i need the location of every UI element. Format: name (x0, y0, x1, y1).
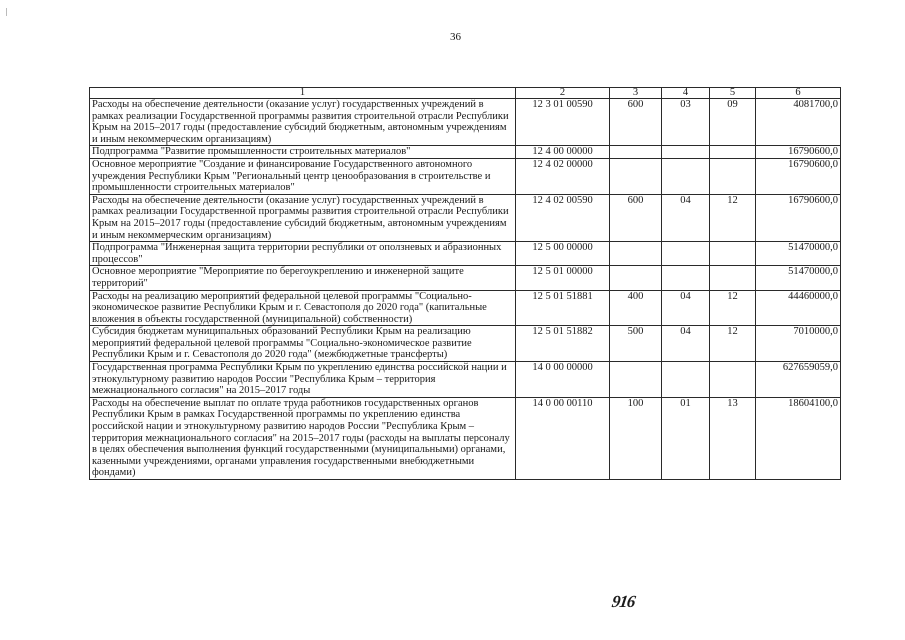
row-section (662, 242, 710, 266)
row-code: 14 0 00 00110 (516, 397, 610, 479)
header-col-4: 4 (662, 88, 710, 99)
row-sum: 44460000,0 (756, 290, 841, 326)
row-name: Расходы на реализацию мероприятий федеральной целевой программы "Социально-экономическое развитие Республики Крым и г. Севастополя до 2020 года" (капитальные вложения в объекты государственной (муниципальной) собственности) (90, 290, 516, 326)
table-row (90, 146, 841, 159)
row-expense-type: 600 (610, 194, 662, 241)
row-subsection (710, 242, 756, 266)
table-row (90, 99, 841, 146)
table-row (90, 326, 841, 362)
row-expense-type (610, 158, 662, 194)
header-col-1: 1 (90, 88, 516, 99)
table-row (90, 362, 841, 398)
row-name: Основное мероприятие "Мероприятие по берегоукреплению и инженерной защите территорий" (90, 266, 516, 290)
row-subsection: 09 (710, 99, 756, 146)
row-subsection: 12 (710, 326, 756, 362)
row-subsection (710, 362, 756, 398)
row-code: 12 3 01 00590 (516, 99, 610, 146)
budget-table (89, 87, 841, 480)
row-subsection (710, 266, 756, 290)
row-expense-type (610, 242, 662, 266)
row-section: 04 (662, 290, 710, 326)
row-subsection: 12 (710, 290, 756, 326)
header-row (90, 88, 841, 99)
header-col-6: 6 (756, 88, 841, 99)
row-expense-type: 600 (610, 99, 662, 146)
row-code: 14 0 00 00000 (516, 362, 610, 398)
row-name: Государственная программа Республики Крым по укреплению единства российской нации и этнокультурному развитию народов России "Республика Крым – территория межнационального согласия" на 2015–2017 годы (90, 362, 516, 398)
table-row (90, 266, 841, 290)
row-expense-type: 400 (610, 290, 662, 326)
row-code: 12 5 01 51882 (516, 326, 610, 362)
row-sum: 16790600,0 (756, 194, 841, 241)
header-col-5: 5 (710, 88, 756, 99)
row-expense-type: 100 (610, 397, 662, 479)
row-subsection (710, 146, 756, 159)
row-sum: 4081700,0 (756, 99, 841, 146)
header-col-3: 3 (610, 88, 662, 99)
row-subsection: 12 (710, 194, 756, 241)
row-section: 04 (662, 194, 710, 241)
row-expense-type (610, 362, 662, 398)
table-row (90, 290, 841, 326)
row-sum: 16790600,0 (756, 146, 841, 159)
row-sum: 16790600,0 (756, 158, 841, 194)
row-subsection: 13 (710, 397, 756, 479)
table-row (90, 194, 841, 241)
row-section (662, 266, 710, 290)
row-name: Расходы на обеспечение выплат по оплате труда работников государственных органов Республики Крым в рамках Государственной программы по укреплению единства российской нации и этнокультурному развитию народов России "Республика Крым – территория межнационального согласия" на 2015–2017 годы (расходы на выплаты персоналу в целях обеспечения выполнения функций государственными (муниципальными) органами, казенными учреждениями, органами управления государственными внебюджетными фондами) (90, 397, 516, 479)
row-sum: 51470000,0 (756, 266, 841, 290)
row-sum: 627659059,0 (756, 362, 841, 398)
row-section (662, 362, 710, 398)
row-sum: 18604100,0 (756, 397, 841, 479)
row-code: 12 4 00 00000 (516, 146, 610, 159)
table-row (90, 397, 841, 479)
row-name: Подпрограмма "Инженерная защита территории республики от оползневых и абразионных процессов" (90, 242, 516, 266)
scan-edge-mark (6, 8, 7, 16)
table-row (90, 242, 841, 266)
row-expense-type (610, 266, 662, 290)
row-name: Субсидия бюджетам муниципальных образований Республики Крым на реализацию мероприятий федеральной целевой программы "Социально-экономическое развитие Республики Крым и г. Севастополя до 2020 года" (межбюджетные трансферты) (90, 326, 516, 362)
row-subsection (710, 158, 756, 194)
page-number: 36 (450, 31, 461, 43)
row-name: Расходы на обеспечение деятельности (оказание услуг) государственных учреждений в рамках реализации Государственной программы развития строительной отрасли Республики Крым на 2015–2017 годы (предоставление субсидий бюджетным, автономным учреждениям и иным некоммерческим организациям) (90, 99, 516, 146)
row-section: 03 (662, 99, 710, 146)
row-sum: 51470000,0 (756, 242, 841, 266)
row-name: Основное мероприятие "Создание и финансирование Государственного автономного учреждения Республики Крым "Региональный центр ценообразования в строительстве и промышленности строительных материалов" (90, 158, 516, 194)
table-row (90, 158, 841, 194)
row-expense-type (610, 146, 662, 159)
row-section (662, 146, 710, 159)
row-code: 12 5 01 51881 (516, 290, 610, 326)
row-code: 12 4 02 00000 (516, 158, 610, 194)
row-section: 01 (662, 397, 710, 479)
row-sum: 7010000,0 (756, 326, 841, 362)
row-section: 04 (662, 326, 710, 362)
row-code: 12 5 00 00000 (516, 242, 610, 266)
row-code: 12 5 01 00000 (516, 266, 610, 290)
row-section (662, 158, 710, 194)
header-col-2: 2 (516, 88, 610, 99)
row-code: 12 4 02 00590 (516, 194, 610, 241)
row-name: Расходы на обеспечение деятельности (оказание услуг) государственных учреждений в рамках реализации Государственной программы развития строительной отрасли Республики Крым на 2015–2017 годы (предоставление субсидий бюджетным, автономным учреждениям и иным некоммерческим организациям) (90, 194, 516, 241)
row-name: Подпрограмма "Развитие промышленности строительных материалов" (90, 146, 516, 159)
handwritten-page-mark: 916 (610, 592, 636, 611)
row-expense-type: 500 (610, 326, 662, 362)
